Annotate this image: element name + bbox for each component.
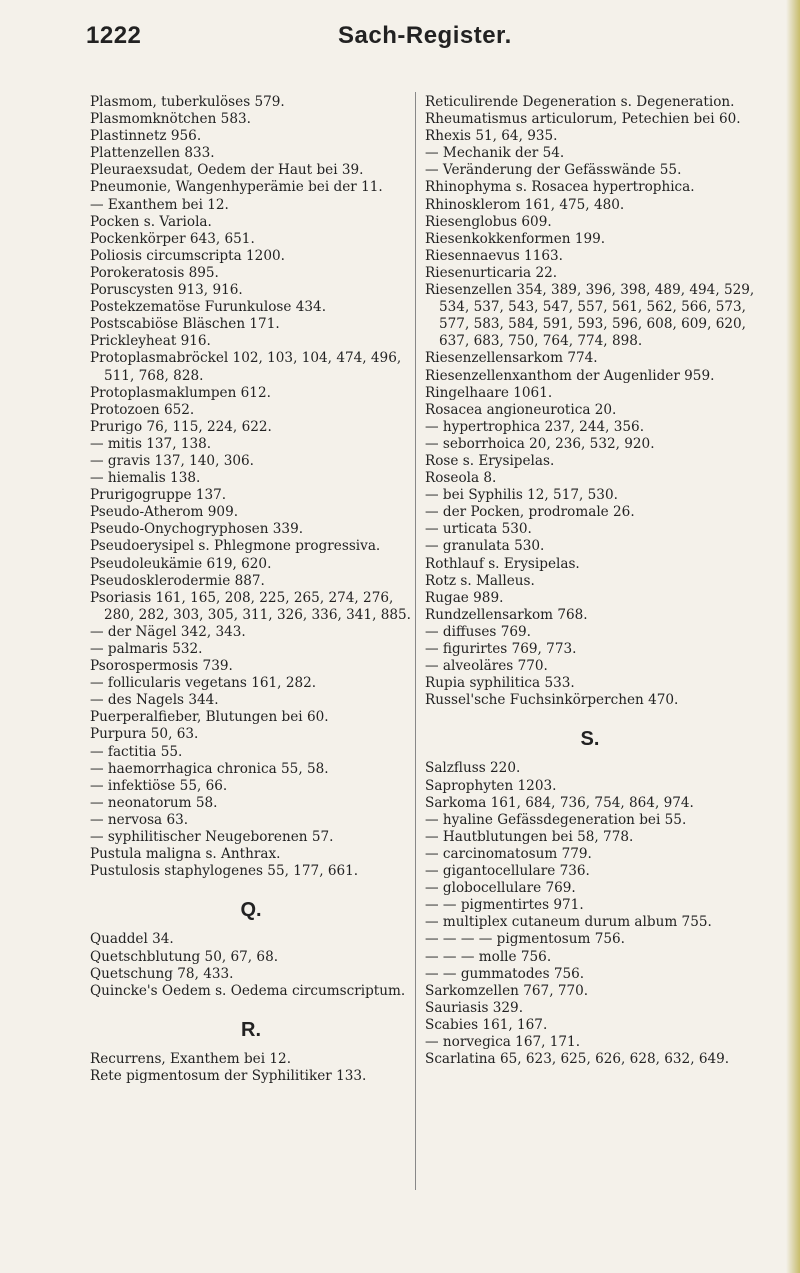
index-entry: Scabies 161, 167. <box>425 1016 548 1033</box>
index-entry: Rotz s. Malleus. <box>425 572 535 589</box>
index-entry: Quaddel 34. <box>90 931 174 948</box>
index-entry: Riesenglobus 609. <box>425 213 552 230</box>
index-entry: Protozoen 652. <box>90 401 195 418</box>
index-entry: — hyaline Gefässdegeneration bei 55. <box>425 811 687 828</box>
index-entry: Rhinosklerom 161, 475, 480. <box>425 196 625 213</box>
index-entry: Sarkoma 161, 684, 736, 754, 864, 974. <box>425 794 694 811</box>
index-entry: Pseudosklerodermie 887. <box>90 572 265 589</box>
running-title: Sach-Register. <box>338 22 512 49</box>
right-column <box>425 94 755 1068</box>
index-entry: Protoplasmaklumpen 612. <box>90 384 271 401</box>
entries-q <box>90 931 412 999</box>
entries-p <box>90 94 412 880</box>
index-entry: Riesenurticaria 22. <box>425 264 558 281</box>
index-entry: Rundzellensarkom 768. <box>425 606 588 623</box>
index-entry: — — pigmentirtes 971. <box>425 897 584 914</box>
index-entry: Prickleyheat 916. <box>90 333 211 350</box>
index-entry: Rothlauf s. Erysipelas. <box>425 555 580 572</box>
index-entry: Pseudo-Atherom 909. <box>90 504 239 521</box>
index-entry: Postekzematöse Furunkulose 434. <box>90 299 327 316</box>
index-entry: — Exanthem bei 12. <box>90 196 229 213</box>
index-entry: Pustula maligna s. Anthrax. <box>90 846 281 863</box>
index-entry: Prurigogruppe 137. <box>90 487 227 504</box>
index-entry: Puerperalfieber, Blutungen bei 60. <box>90 709 329 726</box>
index-entry: Rugae 989. <box>425 589 504 606</box>
index-entry: Protoplasmabröckel 102, 103, 104, 474, 496, 511, 768, 828. <box>90 350 402 384</box>
index-entry: — seborrhoica 20, 236, 532, 920. <box>425 435 655 452</box>
page-number: 1222 <box>86 22 142 49</box>
entries-s <box>425 760 755 1068</box>
index-entry: Recurrens, Exanthem bei 12. <box>90 1050 292 1067</box>
index-entry: Postscabiöse Bläschen 171. <box>90 316 280 333</box>
index-entry: Purpura 50, 63. <box>90 726 199 743</box>
page-edge <box>786 0 800 1273</box>
index-entry: Plasmom, tuberkulöses 579. <box>90 94 285 110</box>
index-entry: — syphilitischer Neugeborenen 57. <box>90 829 334 846</box>
index-entry: Pseudoerysipel s. Phlegmone progressiva. <box>90 538 381 555</box>
index-entry: — Hautblutungen bei 58, 778. <box>425 828 634 845</box>
index-entry: — alveoläres 770. <box>425 658 548 675</box>
index-entry: — — — molle 756. <box>425 948 552 965</box>
index-entry: Poruscysten 913, 916. <box>90 282 243 299</box>
index-entry: — bei Syphilis 12, 517, 530. <box>425 487 618 504</box>
index-entry: Poliosis circumscripta 1200. <box>90 247 285 264</box>
index-entry: Prurigo 76, 115, 224, 622. <box>90 418 272 435</box>
entries-r-left <box>90 1051 412 1085</box>
index-entry: Pseudoleukämie 619, 620. <box>90 555 272 572</box>
index-entry: Pseudo-Onychogryphosen 339. <box>90 521 304 538</box>
index-entry: Riesenzellensarkom 774. <box>425 350 598 367</box>
entries-r-right <box>425 94 755 709</box>
section-letter-r: R. <box>241 1018 261 1041</box>
index-entry: — haemorrhagica chronica 55, 58. <box>90 760 329 777</box>
index-entry: Rosacea angioneurotica 20. <box>425 401 617 418</box>
index-entry: — infektiöse 55, 66. <box>90 777 228 794</box>
index-entry: — — gummatodes 756. <box>425 965 585 982</box>
index-entry: — der Nägel 342, 343. <box>90 623 246 640</box>
index-entry: — gravis 137, 140, 306. <box>90 452 254 469</box>
index-entry: — der Pocken, prodromale 26. <box>425 504 635 521</box>
index-entry: Plasmomknötchen 583. <box>90 111 251 128</box>
index-entry: — figurirtes 769, 773. <box>425 641 577 657</box>
index-entry: Rheumatismus articulorum, Petechien bei 60. <box>425 111 741 128</box>
page-header <box>0 22 800 62</box>
index-entry: — des Nagels 344. <box>90 692 219 709</box>
index-entry: Russel'sche Fuchsinkörperchen 470. <box>425 692 679 709</box>
index-entry: Pockenkörper 643, 651. <box>90 230 255 247</box>
index-entry: Rupia syphilitica 533. <box>425 675 575 692</box>
index-entry: Reticulirende Degeneration s. Degeneration. <box>425 94 735 110</box>
section-letter-s: S. <box>580 728 600 751</box>
index-entry: Riesenzellen 354, 389, 396, 398, 489, 494, 529, 534, 537, 543, 547, 557, 561, 562, 566, 573, 577, 583, 584, 591, 593, 596, 608, 609, 620, 637, 683, 750, 764, 774, 898. <box>425 282 755 350</box>
index-entry: — urticata 530. <box>425 521 532 538</box>
index-entry: — mitis 137, 138. <box>90 435 212 452</box>
index-entry: — gigantocellulare 736. <box>425 863 590 880</box>
index-entry: Psoriasis 161, 165, 208, 225, 265, 274, 276, 280, 282, 303, 305, 311, 326, 336, 341, 885. <box>90 589 411 623</box>
index-entry: Pocken s. Variola. <box>90 213 212 230</box>
index-entry: Rhinophyma s. Rosacea hypertrophica. <box>425 179 695 196</box>
index-entry: Riesenkokkenformen 199. <box>425 230 606 247</box>
index-entry: Salzfluss 220. <box>425 760 521 777</box>
index-entry: — granulata 530. <box>425 538 545 555</box>
left-column <box>90 94 412 1085</box>
index-entry: — multiplex cutaneum durum album 755. <box>425 914 712 931</box>
index-entry: — globocellulare 769. <box>425 880 576 897</box>
index-entry: Pleuraexsudat, Oedem der Haut bei 39. <box>90 162 364 179</box>
index-entry: Sauriasis 329. <box>425 999 524 1016</box>
index-entry: Roseola 8. <box>425 470 497 487</box>
index-entry: Pustulosis staphylogenes 55, 177, 661. <box>90 863 359 880</box>
index-entry: — Mechanik der 54. <box>425 145 565 162</box>
index-entry: Porokeratosis 895. <box>90 264 219 281</box>
index-entry: Psorospermosis 739. <box>90 658 233 675</box>
index-entry: Ringelhaare 1061. <box>425 384 553 401</box>
index-entry: — hypertrophica 237, 244, 356. <box>425 418 645 435</box>
index-entry: Quincke's Oedem s. Oedema circumscriptum. <box>90 982 406 999</box>
section-letter-q: Q. <box>240 899 262 922</box>
index-entry: Plastinnetz 956. <box>90 128 202 145</box>
index-entry: Rhexis 51, 64, 935. <box>425 128 558 145</box>
index-entry: — Veränderung der Gefässwände 55. <box>425 162 682 179</box>
index-entry: — factitia 55. <box>90 743 183 760</box>
index-entry: Pneumonie, Wangenhyperämie bei der 11. <box>90 179 383 196</box>
index-entry: Rete pigmentosum der Syphilitiker 133. <box>90 1067 367 1084</box>
index-entry: Scarlatina 65, 623, 625, 626, 628, 632, 649. <box>425 1051 730 1068</box>
index-entry: — diffuses 769. <box>425 623 531 640</box>
index-entry: Quetschblutung 50, 67, 68. <box>90 948 279 965</box>
index-entry: — norvegica 167, 171. <box>425 1033 581 1050</box>
index-entry: — follicularis vegetans 161, 282. <box>90 675 317 692</box>
index-entry: Quetschung 78, 433. <box>90 965 234 982</box>
index-entry: — nervosa 63. <box>90 811 189 828</box>
index-entry: Riesennaevus 1163. <box>425 247 563 264</box>
index-entry: Sarkomzellen 767, 770. <box>425 982 589 999</box>
index-entry: — palmaris 532. <box>90 641 203 657</box>
index-entry: Plattenzellen 833. <box>90 145 215 162</box>
index-entry: — hiemalis 138. <box>90 470 201 487</box>
index-entry: Saprophyten 1203. <box>425 777 557 794</box>
column-divider <box>415 92 416 1190</box>
index-entry: Rose s. Erysipelas. <box>425 452 555 469</box>
index-entry: — carcinomatosum 779. <box>425 845 592 862</box>
index-entry: — — — — pigmentosum 756. <box>425 931 625 948</box>
index-entry: — neonatorum 58. <box>90 794 218 811</box>
index-entry: Riesenzellenxanthom der Augenlider 959. <box>425 367 715 384</box>
